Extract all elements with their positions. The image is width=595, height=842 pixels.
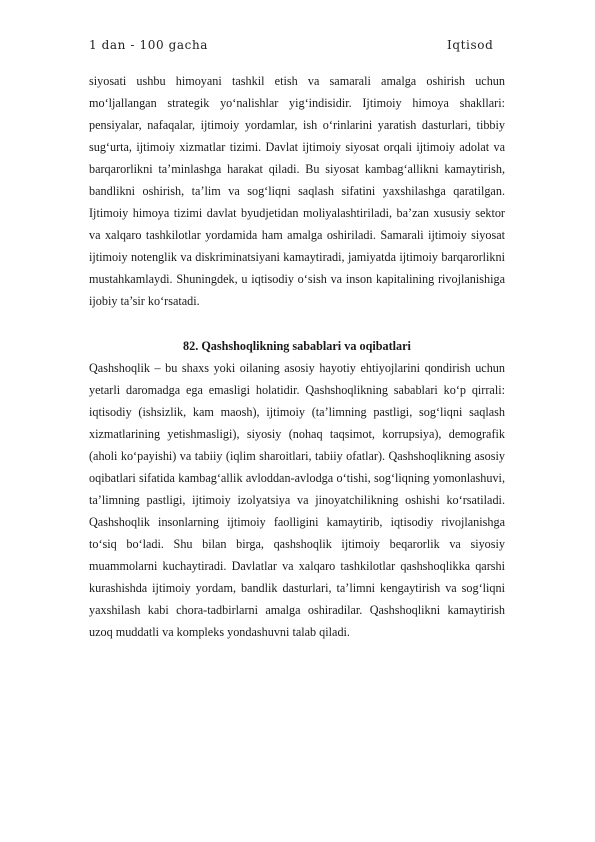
header-subject: Iqtisod <box>447 38 494 52</box>
document-page <box>89 38 505 643</box>
section-body: Qashshoqlik – bu shaxs yoki oilaning asosiy hayotiy ehtiyojlarini qondirish uchun yetarli daromadga ega emasligi holatidir. Qashshoqlikning sabablari ko‘p qirrali: iqtisodiy (ishsizlik, kam maosh), ijtimoiy (ta’limning pastligi, sog‘liqni saqlash xizmatlarining yetishmasligi), siyosiy (nohaq taqsimot, korrupsiya), demografik (aholi ko‘payishi) va tabiiy (iqlim sharoitlari, tabiiy ofatlar). Qashshoqlikning asosiy oqibatlari sifatida kambag‘allik avloddan-avlodga o‘tishi, sog‘liqning yomonlashuvi, ta’limning pastligi, ijtimoiy izolyatsiya va jinoyatchilikning oshishi ko‘rsatiladi. Qashshoqlik insonlarning ijtimoiy faolligini kamaytirib, iqtisodiy rivojlanishga to‘siq bo‘ladi. Shu bilan birga, qashshoqlik ijtimoiy beqarorlik va siyosiy muammolarni kuchaytiradi. Davlatlar va xalqaro tashkilotlar qashshoqlikka qarshi kurashishda ijtimoiy yordam, bandlik dasturlari, ta’limni kengaytirish va sog‘liqni yaxshilash kabi chora-tadbirlarni amalga oshiradilar. Qashshoqlikni kamaytirish uzoq muddatli va kompleks yondashuvni talab qiladi. <box>89 360 505 640</box>
running-header <box>89 38 505 58</box>
header-range: 1 dan - 100 gacha <box>89 38 209 52</box>
continued-paragraph: siyosati ushbu himoyani tashkil etish va samarali amalga oshirish uchun mo‘ljallangan strategik yo‘nalishlar yig‘indisidir. Ijtimoiy himoya shakllari: pensiyalar, nafaqalar, ijtimoiy yordamlar, ish o‘rinlarini yaratish dasturlari, tibbiy sug‘urta, ijtimoiy xizmatlar tizimi. Davlat ijtimoiy siyosat orqali ijtimoiy adolat va barqarorlikni ta’minlashga harakat qiladi. Bu siyosat kambag‘allikni kamaytirish, bandlikni oshirish, ta’lim va sog‘liqni saqlash sifatini yaxshilashga qaratilgan. Ijtimoiy himoya tizimi davlat byudjetidan moliyalashtiriladi, ba’zan xususiy sektor va xalqaro tashkilotlar yordamida ham amalga oshiriladi. Samarali ijtimoiy siyosat ijtimoiy notenglik va diskriminatsiyani kamaytiradi, jamiyatda ijtimoiy barqarorlikni mustahkamlaydi. Shuningdek, u iqtisodiy o‘sish va inson kapitalining rivojlanishiga ijobiy ta’sir ko‘rsatadi. <box>89 74 505 309</box>
continued-paragraph-block <box>89 70 505 313</box>
section-title: 82. Qashshoqlikning sabablari va oqibatlari <box>183 338 411 353</box>
